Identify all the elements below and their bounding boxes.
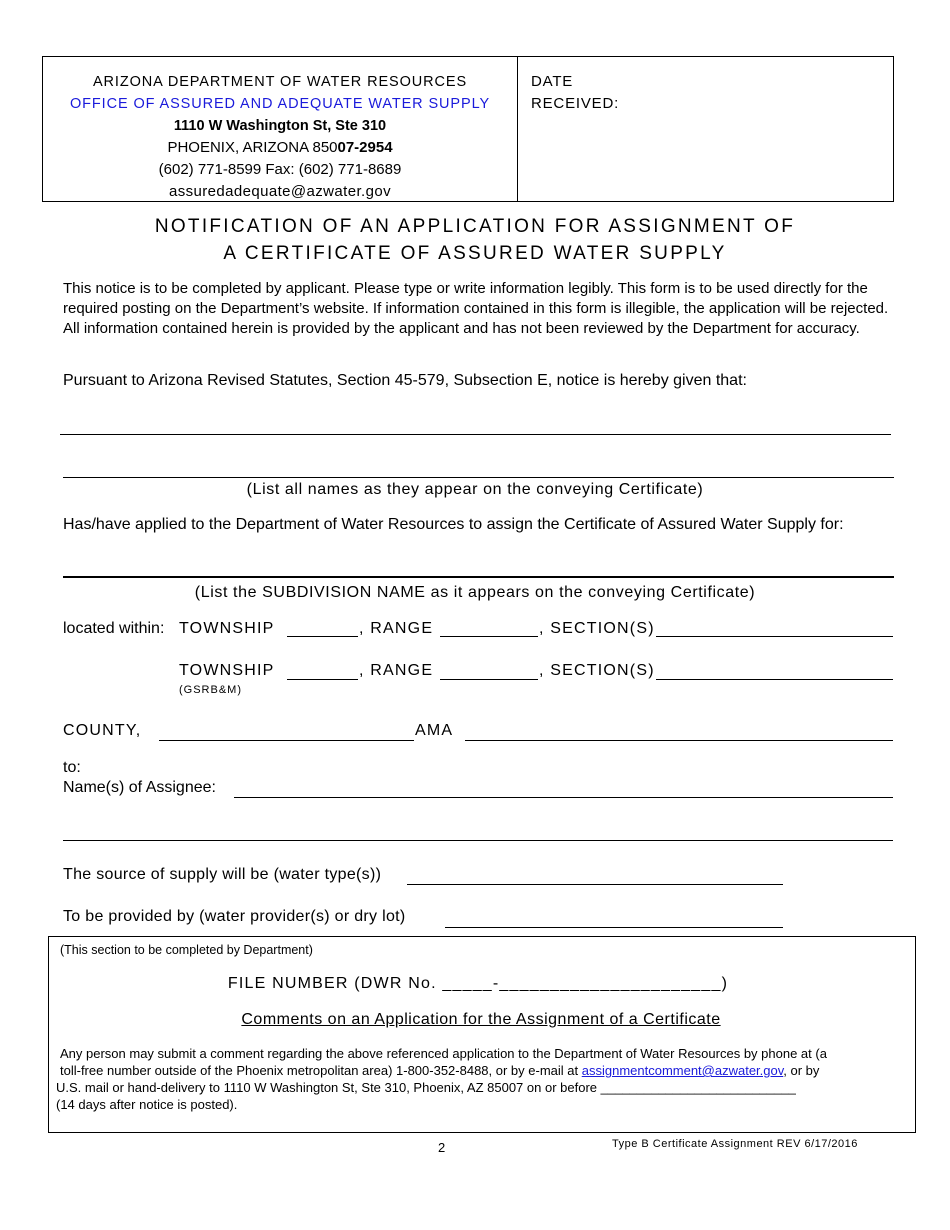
file-number[interactable]: FILE NUMBER (DWR No. _____-______________________) [227,975,729,992]
received-label: RECEIVED: [531,95,620,112]
intro-paragraph: This notice is to be completed by applicant. Please type or write information legibly. This form is to be used directly for the required posting on the Department’s website. If information contained in this form is illegible, the application will be rejected. All information contained herein is provided by the applicant and has not been reviewed by the Department for accuracy. [63,280,889,337]
agency-block [43,57,518,201]
city-state: PHOENIX, ARIZONA 850 [167,139,338,156]
gsrbm-label: (GSRB&M) [179,684,242,696]
township-label-2: TOWNSHIP [179,662,275,679]
water-provider-field[interactable] [445,927,783,928]
range-label-2: , RANGE [359,662,434,679]
located-within-label: located within: [63,620,165,637]
date-received-field[interactable] [518,57,619,201]
water-source-field[interactable] [407,884,783,885]
comments-body-line2 [60,1062,912,1079]
comments-body-line2-pre: toll-free number outside of the Phoenix metropolitan area) 1-800-352-8488, or by e-mail at [60,1063,582,1078]
revision-label: Type B Certificate Assignment REV 6/17/2016 [612,1138,858,1150]
assignee-field-2[interactable] [63,840,893,841]
assignment-comment-email-link[interactable]: assignmentcomment@azwater.gov [581,1063,784,1078]
names-note: (List all names as they appear on the conveying Certificate) [246,481,704,498]
sections-label-1: , SECTION(S) [539,620,655,637]
township-label-1: TOWNSHIP [179,620,275,637]
form-title-line1: NOTIFICATION OF AN APPLICATION FOR ASSIGNMENT OF [154,216,796,237]
assignee-label: Name(s) of Assignee: [63,779,216,796]
pursuant-text: Pursuant to Arizona Revised Statutes, Section 45-579, Subsection E, notice is hereby given that: [63,372,747,389]
township-field-1[interactable] [287,636,358,637]
range-field-2[interactable] [440,679,538,680]
page-number: 2 [438,1140,446,1155]
street-address: 1110 W Washington St, Ste 310 [173,118,387,134]
comments-body-line1: Any person may submit a comment regarding the above referenced application to the Department of Water Resources by phone at (a [60,1046,827,1061]
to-label: to: [63,759,81,776]
header-box [42,56,894,202]
phone-fax: (602) 771-8599 Fax: (602) 771-8689 [158,161,402,178]
comments-body-line3: U.S. mail or hand-delivery to 1110 W Washington St, Ste 310, Phoenix, AZ 85007 on or before ___________________________ [56,1080,796,1095]
zip-suffix: 07-2954 [337,139,393,156]
subdivision-note: (List the SUBDIVISION NAME as it appears on the conveying Certificate) [194,584,756,601]
office-email: assuredadequate@azwater.gov [168,183,391,200]
county-label: COUNTY, [63,722,142,739]
county-field[interactable] [159,740,414,741]
city-line [43,137,517,159]
sections-label-2: , SECTION(S) [539,662,655,679]
comments-body-line2-post: , or by [783,1063,820,1078]
comments-body-line4: (14 days after notice is posted). [56,1097,238,1112]
township-field-2[interactable] [287,679,358,680]
form-title-line2: A CERTIFICATE OF ASSURED WATER SUPPLY [223,243,727,264]
comments-heading: Comments on an Application for the Assignment of a Certificate [241,1011,721,1028]
water-source-label: The source of supply will be (water type(s)) [63,866,382,883]
comments-body [56,1045,912,1113]
applied-text: Has/have applied to the Department of Water Resources to assign the Certificate of Assured Water Supply for: [63,516,844,533]
sections-field-2[interactable] [656,679,893,680]
date-label: DATE [531,73,574,90]
agency-name: ARIZONA DEPARTMENT OF WATER RESOURCES [92,74,468,90]
sections-field-1[interactable] [656,636,893,637]
department-note: (This section to be completed by Department) [60,943,313,957]
applicant-names-line-2[interactable] [63,477,894,478]
range-field-1[interactable] [440,636,538,637]
office-name: OFFICE OF ASSURED AND ADEQUATE WATER SUPPLY [69,96,491,112]
subdivision-name-line[interactable] [63,576,894,578]
applicant-names-line-1[interactable] [60,434,891,435]
range-label-1: , RANGE [359,620,434,637]
water-provider-label: To be provided by (water provider(s) or dry lot) [63,908,406,925]
ama-field[interactable] [465,740,893,741]
ama-label: AMA [415,722,454,739]
assignee-field-1[interactable] [234,797,893,798]
